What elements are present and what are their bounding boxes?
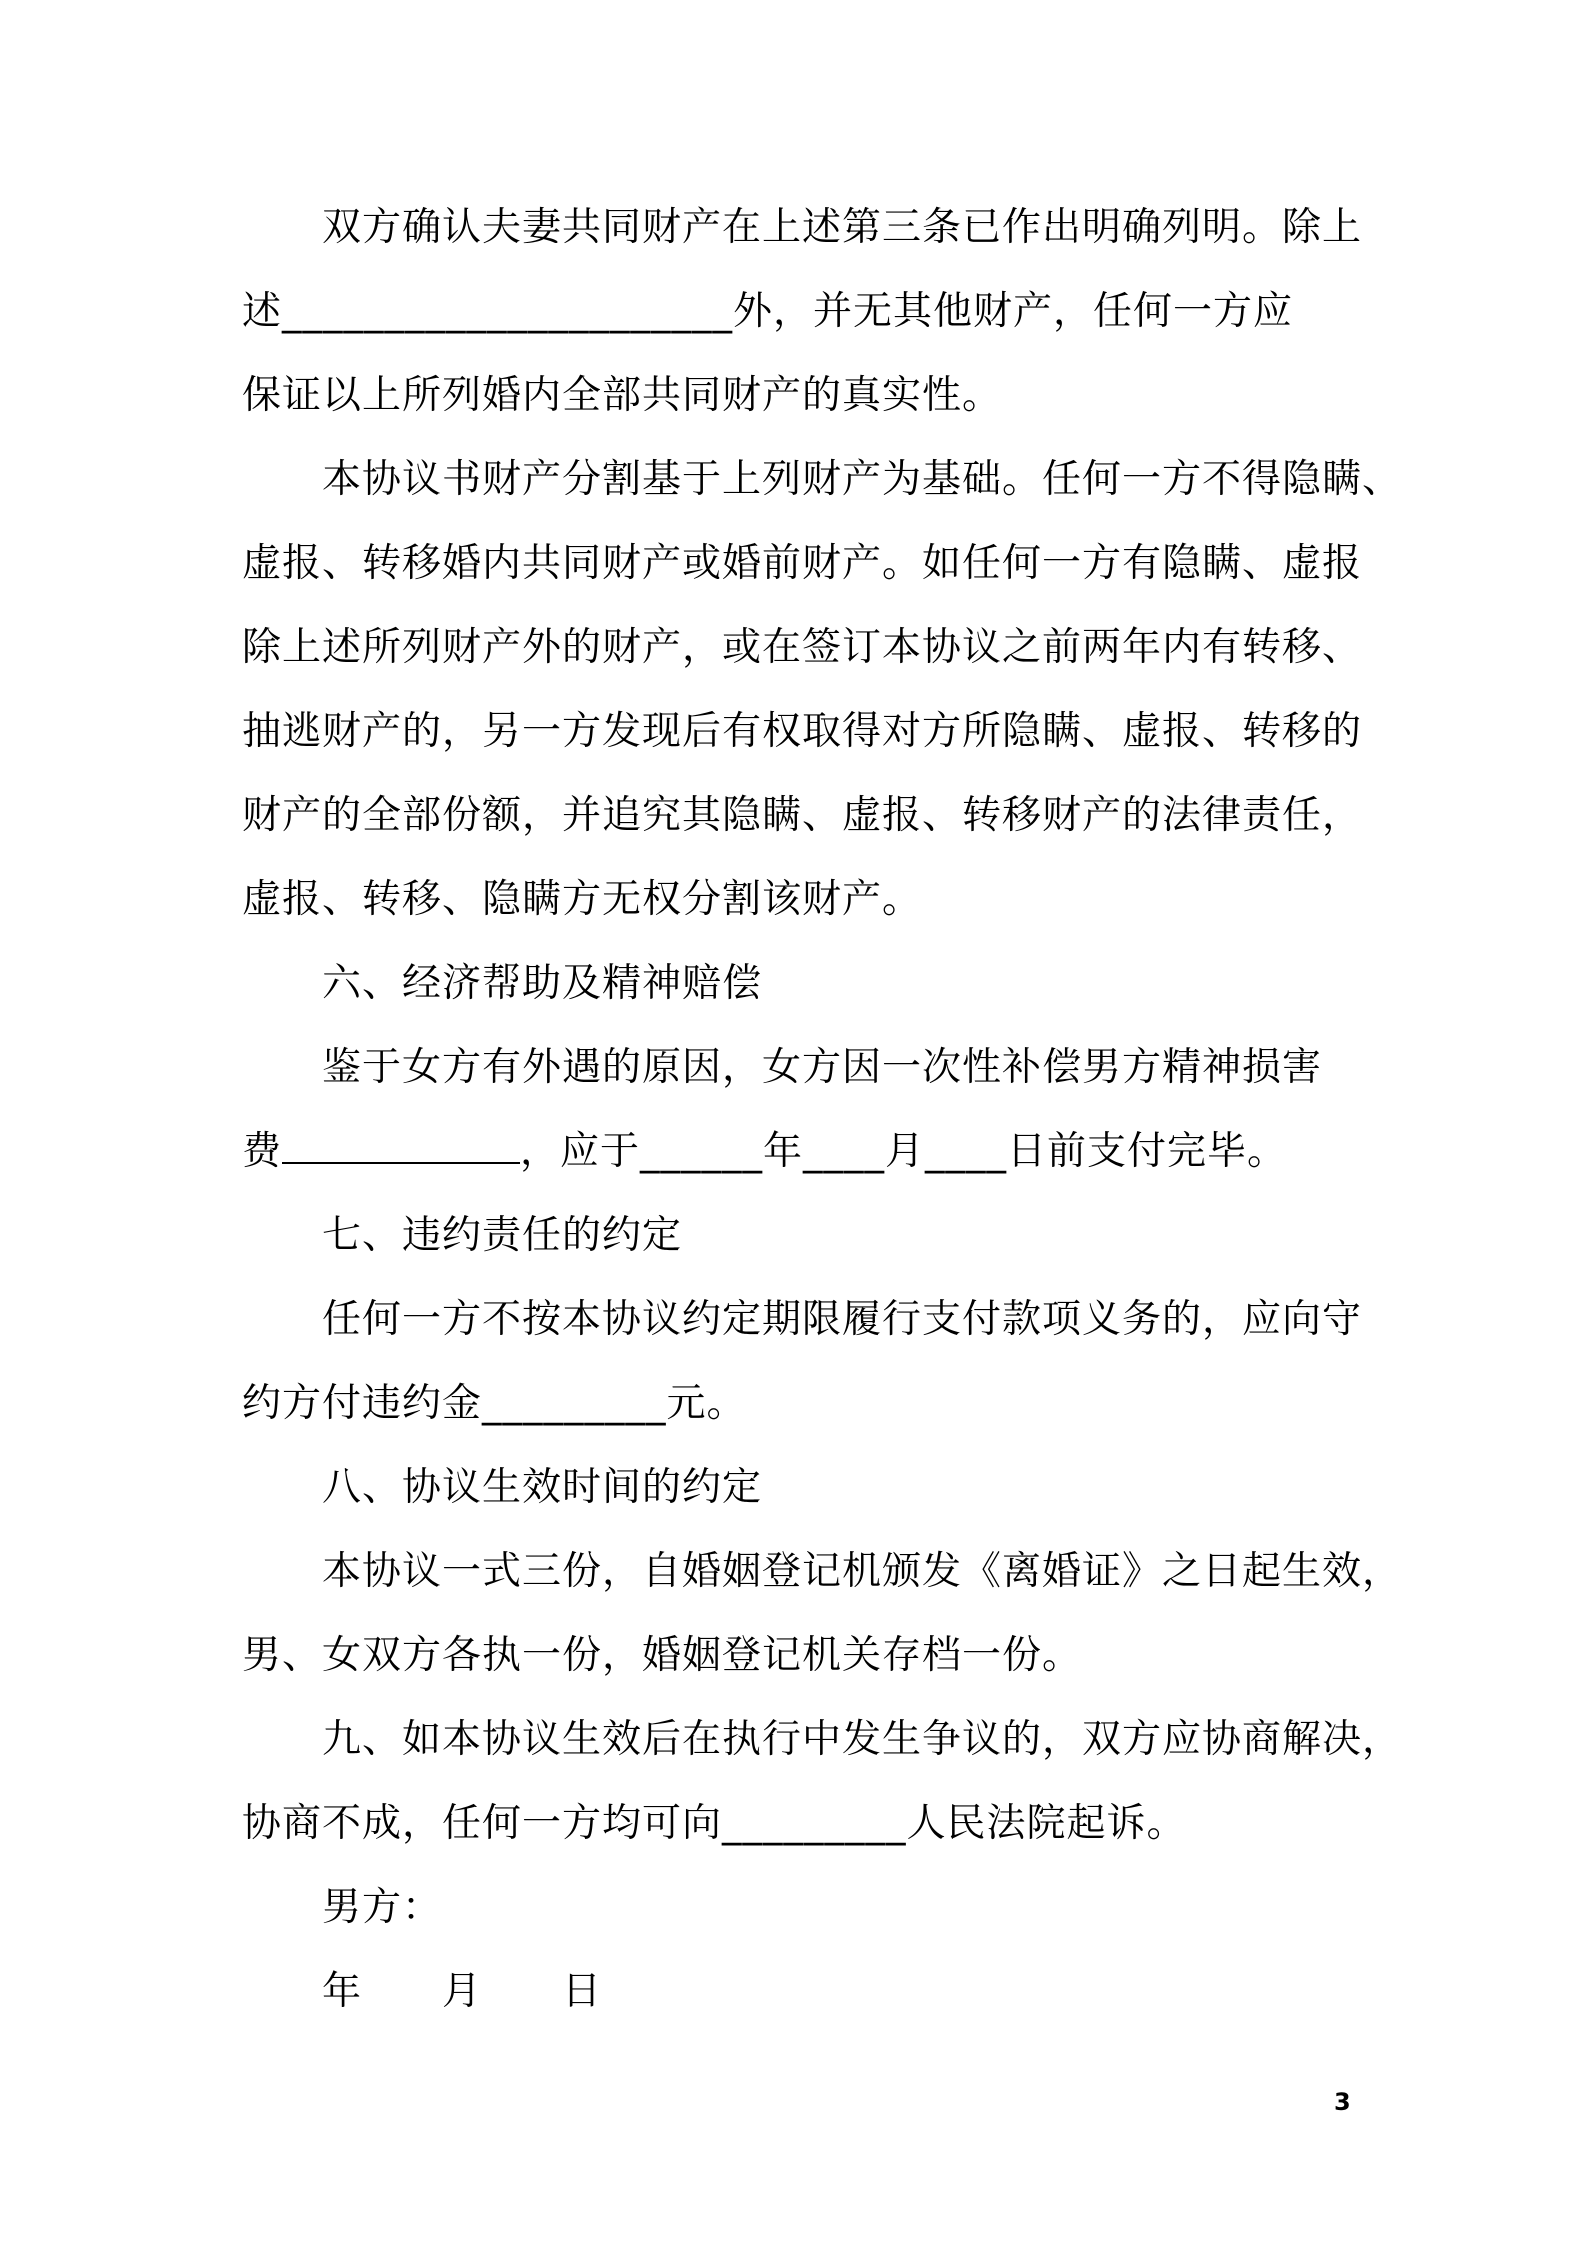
text-line: 财产的全部份额，并追究其隐瞒、虚报、转移财产的法律责任，: [242, 793, 1363, 838]
text-line: 抽逃财产的，另一方发现后有权取得对方所隐瞒、虚报、转移的: [242, 709, 1363, 754]
text-line: 保证以上所列婚内全部共同财产的真实性。: [242, 373, 1003, 418]
text-line-with-blank: [242, 1126, 1352, 1178]
text-fragment: 费: [242, 1129, 283, 1174]
text-line: 任何一方不按本协议约定期限履行支付款项义务的，应向守: [322, 1297, 1363, 1342]
text-line: 协商不成，任何一方均可向_________人民法院起诉。: [242, 1801, 1187, 1846]
fill-in-blank: [282, 1128, 520, 1164]
text-line: 本协议一式三份，自婚姻登记机颁发《离婚证》之日起生效，: [322, 1549, 1403, 1594]
text-line: 本协议书财产分割基于上列财产为基础。任何一方不得隐瞒、: [322, 457, 1403, 502]
text-line: 鉴于女方有外遇的原因，女方因一次性补偿男方精神损害: [322, 1045, 1323, 1090]
text-line: 九、如本协议生效后在执行中发生争议的，双方应协商解决，: [322, 1717, 1403, 1762]
date-line: 年 月 日: [322, 1969, 603, 2014]
text-line: 述______________________外，并无其他财产，任何一方应: [242, 289, 1294, 334]
text-line: 约方付违约金_________元。: [242, 1381, 747, 1426]
section-heading: 八、协议生效时间的约定: [322, 1465, 763, 1510]
page-number: 3: [1334, 2088, 1351, 2116]
section-heading: 七、违约责任的约定: [322, 1213, 683, 1258]
text-fragment: ，应于______年____月____日前支付完毕。: [520, 1129, 1288, 1174]
text-line: 虚报、转移婚内共同财产或婚前财产。如任何一方有隐瞒、虚报: [242, 541, 1363, 586]
text-line: 双方确认夫妻共同财产在上述第三条已作出明确列明。除上: [322, 205, 1363, 250]
text-line: 除上述所列财产外的财产，或在签订本协议之前两年内有转移、: [242, 625, 1363, 670]
text-line: 男、女双方各执一份，婚姻登记机关存档一份。: [242, 1633, 1083, 1678]
text-line: 虚报、转移、隐瞒方无权分割该财产。: [242, 877, 923, 922]
section-heading: 六、经济帮助及精神赔偿: [322, 961, 763, 1006]
signature-label: 男方：: [322, 1885, 443, 1930]
